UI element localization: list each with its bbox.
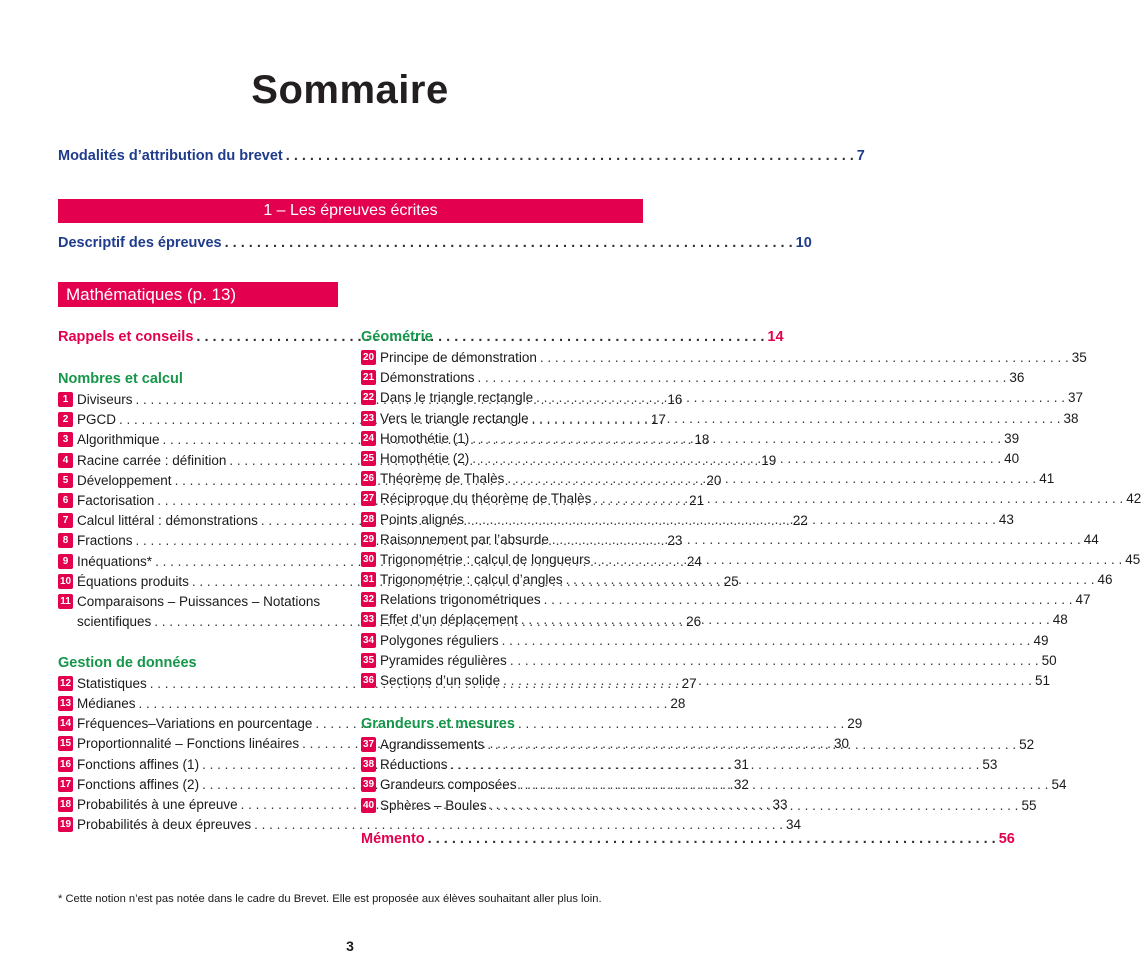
leader-dots bbox=[490, 796, 1019, 816]
section-heading-grandeurs: Grandeurs et mesures bbox=[361, 716, 515, 732]
chapter-number-badge: 29 bbox=[362, 533, 375, 545]
leader-dots bbox=[478, 368, 1007, 388]
entry-label: Développement bbox=[77, 472, 172, 488]
entry-label: Sections d’un solide bbox=[380, 673, 501, 688]
entry-page: 56 bbox=[998, 830, 1015, 847]
entry-label: Démonstrations bbox=[380, 370, 475, 386]
chapter-number-badge: 17 bbox=[59, 778, 72, 790]
entry-label: Équations produits bbox=[77, 573, 189, 589]
chapter-number-badge: 36 bbox=[362, 675, 375, 686]
chapter-number-badge: 32 bbox=[362, 594, 375, 606]
entry-page: 32 bbox=[733, 776, 749, 792]
chapter-number-badge: 9 bbox=[58, 554, 73, 569]
chapter-number-badge: 28 bbox=[362, 513, 375, 525]
leader-dots bbox=[451, 755, 980, 775]
entry-page: 55 bbox=[1021, 797, 1037, 813]
chapter-number-badge: 31 bbox=[362, 574, 375, 586]
entry-label: Comparaisons – Puissances – Notations bbox=[77, 593, 321, 609]
chapter-number-badge: 35 bbox=[362, 654, 375, 666]
toc-entry[interactable] bbox=[58, 815, 801, 835]
entry-page: 47 bbox=[1075, 592, 1091, 608]
entry-page: 18 bbox=[694, 432, 710, 448]
entry-label: Factorisation bbox=[77, 492, 155, 508]
toc-entry[interactable] bbox=[361, 590, 1091, 610]
entry-page: 48 bbox=[1052, 612, 1068, 628]
entry-page: 7 bbox=[856, 148, 865, 164]
chapter-number-badge: 34 bbox=[362, 634, 375, 646]
chapter-number-badge: 23 bbox=[362, 412, 375, 424]
leader-dots bbox=[532, 409, 1061, 429]
leader-dots bbox=[540, 348, 1069, 368]
leader-dots bbox=[472, 429, 1001, 449]
entry-page: 39 bbox=[1004, 430, 1020, 446]
entry-label: Théorème de Thalès bbox=[380, 471, 505, 487]
entry-label: Trigonométrie : calcul d’angles bbox=[380, 572, 563, 588]
entry-label: Réciproque du théorème de Thalès bbox=[380, 491, 592, 507]
entry-label: Diviseurs bbox=[77, 392, 133, 407]
page-title: Sommaire bbox=[251, 68, 449, 112]
chapter-number-badge: 8 bbox=[58, 533, 73, 548]
chapter-number-badge: 18 bbox=[59, 799, 72, 810]
entry-label: Vers le triangle rectangle bbox=[380, 410, 529, 426]
entry-label: PGCD bbox=[77, 412, 117, 428]
subject-banner: Mathématiques (p. 13) bbox=[58, 282, 338, 307]
toc-entry-memento[interactable] bbox=[361, 828, 1015, 850]
chapter-number-badge: 19 bbox=[59, 819, 72, 831]
leader-dots bbox=[507, 469, 1036, 489]
section-heading-gestion: Gestion de données bbox=[58, 654, 197, 671]
entry-label: Modalités d’attribution du brevet bbox=[58, 148, 283, 164]
entry-page: 44 bbox=[1083, 531, 1099, 547]
chapter-number-badge: 6 bbox=[58, 493, 73, 508]
chapter-number-badge: 33 bbox=[362, 614, 375, 626]
entry-label: Probabilités à une épreuve bbox=[77, 797, 238, 812]
entry-label: Proportionnalité – Fonctions linéaires bbox=[77, 736, 300, 752]
entry-label: Polygones réguliers bbox=[380, 632, 499, 648]
chapter-number-badge: 13 bbox=[59, 698, 72, 710]
chapter-number-badge: 21 bbox=[362, 372, 375, 384]
entry-label: Grandeurs composées bbox=[380, 777, 517, 793]
entry-label: Algorithmique bbox=[77, 432, 160, 448]
entry-label: Racine carrée : définition bbox=[77, 452, 227, 468]
chapter-number-badge: 20 bbox=[362, 352, 375, 363]
section-heading-nombres: Nombres et calcul bbox=[58, 371, 183, 387]
chapter-number-badge: 16 bbox=[59, 758, 72, 770]
chapter-number-badge: 40 bbox=[362, 799, 375, 811]
entry-page: 26 bbox=[686, 613, 702, 629]
entry-label: Raisonnement par l’absurde bbox=[380, 531, 549, 547]
chapter-number-badge: 22 bbox=[362, 392, 375, 404]
leader-dots bbox=[286, 148, 854, 164]
section-banner: 1 – Les épreuves écrites bbox=[58, 199, 643, 223]
entry-page: 16 bbox=[667, 392, 683, 407]
entry-page: 25 bbox=[723, 573, 739, 589]
page-number: 3 bbox=[346, 938, 354, 954]
entry-page: 14 bbox=[767, 329, 784, 345]
entry-label: Homothétie (1) bbox=[380, 430, 470, 446]
leader-dots bbox=[594, 489, 1123, 509]
chapter-number-badge: 25 bbox=[362, 452, 375, 464]
chapter-number-badge: 12 bbox=[59, 677, 72, 689]
entry-label: Effet d’un déplacement bbox=[380, 612, 518, 628]
toc-entry-descriptif[interactable] bbox=[58, 235, 812, 251]
chapter-number-badge: 14 bbox=[59, 718, 72, 730]
entry-label-continued: scientifiques bbox=[77, 613, 152, 629]
chapter-number-badge: 27 bbox=[362, 493, 375, 505]
entry-page: 37 bbox=[1067, 390, 1083, 406]
section-heading-geometrie: Géométrie bbox=[361, 329, 433, 345]
entry-label: Inéquations* bbox=[77, 553, 153, 569]
toc-entry[interactable] bbox=[361, 348, 1087, 368]
entry-page: 40 bbox=[1004, 450, 1020, 466]
leader-dots bbox=[593, 550, 1122, 570]
leader-dots bbox=[467, 510, 996, 530]
entry-label: Principe de démonstration bbox=[380, 350, 537, 365]
leader-dots bbox=[520, 775, 1049, 795]
leader-dots bbox=[552, 530, 1081, 550]
leader-dots bbox=[503, 671, 1032, 691]
entry-page: 43 bbox=[998, 511, 1014, 527]
entry-label: Points alignés bbox=[380, 511, 465, 527]
leader-dots bbox=[428, 831, 996, 847]
entry-page: 17 bbox=[650, 412, 666, 428]
entry-label: Réductions bbox=[380, 757, 448, 773]
entry-page: 51 bbox=[1034, 673, 1050, 688]
entry-label: Dans le triangle rectangle bbox=[380, 390, 534, 406]
chapter-number-badge: 1 bbox=[58, 392, 73, 407]
entry-page: 41 bbox=[1039, 471, 1055, 487]
leader-dots bbox=[487, 735, 1016, 755]
leader-dots bbox=[544, 590, 1073, 610]
leader-dots bbox=[502, 631, 1031, 651]
entry-page: 34 bbox=[785, 817, 801, 833]
chapter-number-badge: 5 bbox=[58, 473, 73, 488]
chapter-number-badge: 10 bbox=[59, 575, 72, 587]
chapter-number-badge: 4 bbox=[58, 453, 73, 468]
entry-page: 22 bbox=[792, 513, 808, 529]
leader-dots bbox=[536, 388, 1065, 408]
entry-page: 19 bbox=[761, 452, 777, 468]
entry-label: Fréquences–Variations en pourcentage bbox=[77, 716, 313, 732]
entry-page: 29 bbox=[847, 716, 863, 732]
entry-page: 33 bbox=[772, 797, 788, 812]
entry-page: 28 bbox=[670, 696, 686, 712]
chapter-number-badge: 37 bbox=[362, 739, 375, 750]
entry-page: 45 bbox=[1125, 551, 1141, 567]
entry-label: Probabilités à deux épreuves bbox=[77, 817, 252, 833]
chapter-number-badge: 2 bbox=[58, 412, 73, 427]
entry-page: 52 bbox=[1019, 737, 1035, 752]
chapter-number-badge: 15 bbox=[59, 738, 72, 750]
entry-label: Descriptif des épreuves bbox=[58, 235, 222, 251]
leader-dots bbox=[510, 651, 1039, 671]
leader-dots bbox=[521, 610, 1050, 630]
entry-page: 49 bbox=[1033, 632, 1049, 648]
entry-page: 27 bbox=[681, 675, 697, 691]
entry-label: Fractions bbox=[77, 533, 133, 549]
entry-page: 36 bbox=[1009, 370, 1025, 386]
entry-label: Trigonométrie : calcul de longueurs bbox=[380, 551, 591, 567]
entry-label: Mémento bbox=[361, 830, 425, 847]
entry-page: 53 bbox=[982, 757, 998, 773]
entry-page: 35 bbox=[1071, 350, 1087, 365]
entry-page: 24 bbox=[686, 553, 702, 569]
entry-label: Médianes bbox=[77, 696, 136, 712]
entry-label: Rappels et conseils bbox=[58, 329, 194, 345]
chapter-number-badge: 7 bbox=[58, 513, 73, 528]
entry-page: 50 bbox=[1041, 652, 1057, 668]
chapter-number-badge: 26 bbox=[362, 473, 375, 485]
entry-page: 20 bbox=[706, 472, 722, 488]
entry-label: Fonctions affines (1) bbox=[77, 756, 200, 772]
leader-dots bbox=[472, 449, 1001, 469]
entry-label: Fonctions affines (2) bbox=[77, 776, 200, 792]
chapter-number-badge: 11 bbox=[58, 594, 73, 609]
entry-page: 23 bbox=[667, 533, 683, 549]
entry-label: Agrandissements bbox=[380, 737, 485, 752]
entry-page: 42 bbox=[1126, 491, 1141, 507]
entry-page: 10 bbox=[795, 235, 812, 251]
chapter-number-badge: 38 bbox=[362, 759, 375, 771]
entry-label: Pyramides régulières bbox=[380, 652, 507, 668]
toc-entry[interactable] bbox=[361, 368, 1025, 388]
leader-dots bbox=[225, 235, 793, 251]
entry-page: 31 bbox=[733, 756, 749, 772]
entry-label: Homothétie (2) bbox=[380, 450, 470, 466]
toc-entry[interactable] bbox=[361, 651, 1057, 671]
entry-label: Calcul littéral : démonstrations bbox=[77, 513, 258, 529]
toc-entry-modalites[interactable] bbox=[58, 148, 865, 164]
entry-page: 54 bbox=[1051, 777, 1067, 793]
chapter-number-badge: 39 bbox=[362, 779, 375, 791]
entry-page: 46 bbox=[1097, 572, 1113, 588]
chapter-number-badge: 24 bbox=[362, 432, 375, 444]
entry-label: Statistiques bbox=[77, 675, 147, 691]
footnote: * Cette notion n’est pas notée dans le cadre du Brevet. Elle est proposée aux élèves souhaitant aller plus loin. bbox=[58, 893, 602, 905]
entry-page: 30 bbox=[833, 736, 850, 752]
chapter-number-badge: 3 bbox=[58, 432, 73, 447]
entry-label: Sphères – Boules bbox=[380, 797, 487, 813]
toc-entry[interactable] bbox=[361, 631, 1049, 651]
leader-dots bbox=[566, 570, 1095, 590]
entry-page: 21 bbox=[689, 492, 705, 508]
entry-label: Relations trigonométriques bbox=[380, 592, 541, 608]
chapter-number-badge: 30 bbox=[362, 553, 375, 565]
toc-entry[interactable] bbox=[58, 694, 686, 714]
entry-page: 38 bbox=[1063, 410, 1079, 426]
